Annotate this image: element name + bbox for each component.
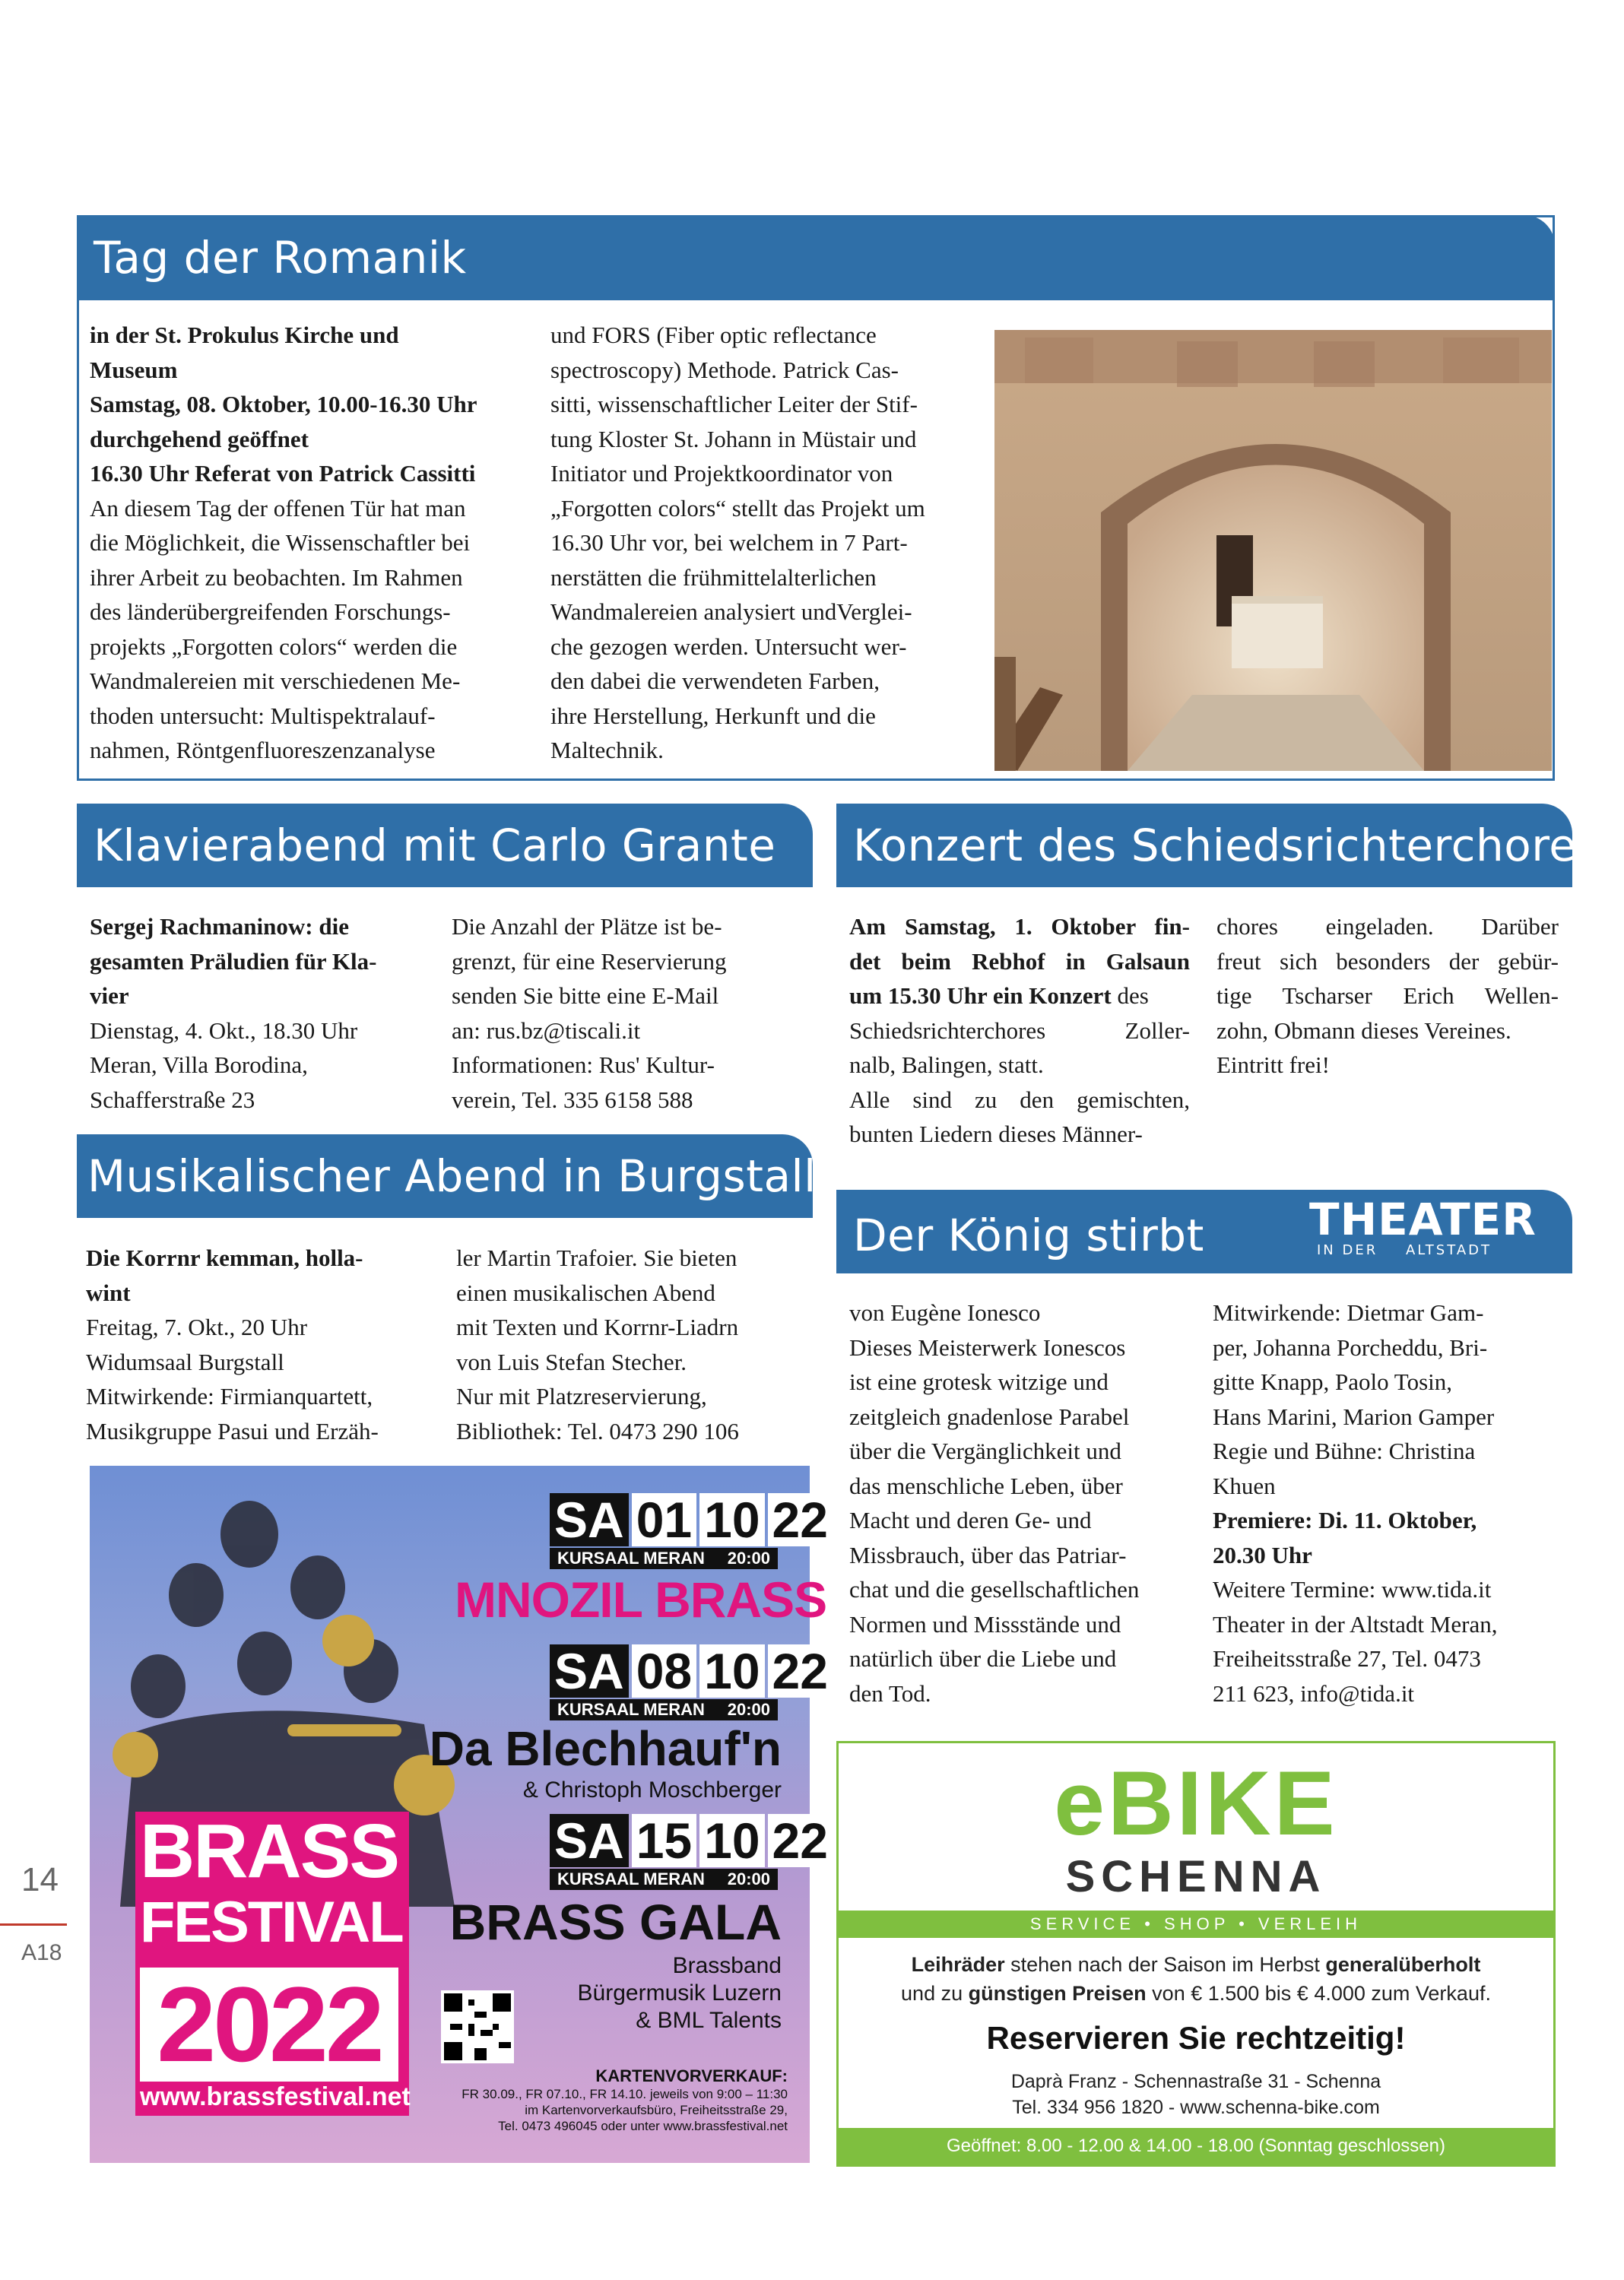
ebike-line2-a: und zu xyxy=(901,1982,969,2005)
theater-logo-main: THEATER xyxy=(1309,1194,1537,1245)
romanik-line: tung Kloster St. Johann in Müstair und xyxy=(550,425,917,452)
koenig-col2 xyxy=(1213,1295,1570,1711)
klavier-line: Meran, Villa Borodina, xyxy=(90,1051,308,1078)
vvk-title: KARTENVORVERKAUF: xyxy=(595,2066,788,2085)
romanik-line: Maltechnik. xyxy=(550,737,664,763)
konzert-line: Schiedsrichterchores Zoller- xyxy=(849,1016,1190,1044)
klavier-line: Informationen: Rus' Kultur- xyxy=(452,1051,715,1078)
romanik-line: An diesem Tag der offenen Tür hat man xyxy=(90,494,466,522)
romanik-col1 xyxy=(90,318,531,768)
romanik-col2 xyxy=(550,318,991,768)
koenig-line: den Tod. xyxy=(849,1679,931,1707)
event3-venue: KURSAAL MERAN xyxy=(557,1869,705,1888)
festival-website: www.brassfestival.net xyxy=(140,2082,411,2111)
klavier-col1 xyxy=(90,909,447,1117)
romanik-line: Museum xyxy=(90,356,178,383)
konzert-line: tige Tscharser Erich Wellen- xyxy=(1216,982,1559,1009)
ebike-cta: Reservieren Sie rechtzeitig! xyxy=(986,2020,1406,2056)
theater-logo-sub-right: ALTSTADT xyxy=(1405,1242,1492,1258)
klavier-line: Schafferstraße 23 xyxy=(90,1086,255,1113)
romanik-line: nahmen, Röntgenfluoreszenzanalyse xyxy=(90,737,436,763)
ebike-tagline-bar xyxy=(839,1911,1553,1938)
ebike-address: Daprà Franz - Schennastraße 31 - Schenna xyxy=(1010,2071,1381,2092)
romanik-line: sitti, wissenschaftlicher Leiter der Stif- xyxy=(550,391,918,417)
event1-time: 20:00 xyxy=(727,1549,770,1568)
qr-code xyxy=(441,1990,514,2063)
koenig-line: Khuen xyxy=(1213,1472,1276,1499)
koenig-line: per, Johanna Porcheddu, Bri- xyxy=(1213,1333,1488,1361)
event2-d: 08 xyxy=(632,1644,696,1698)
musikalisch-line: einen musikalischen Abend xyxy=(456,1279,715,1306)
festival-line2: FESTIVAL xyxy=(140,1890,403,1955)
ebike-offer xyxy=(839,1950,1553,2008)
ebike-tagline: SERVICE • SHOP • VERLEIH xyxy=(1029,1914,1362,1933)
romanik-line: Samstag, 08. Oktober, 10.00-16.30 Uhr xyxy=(90,391,477,417)
ebike-logo-top: eBIKE xyxy=(1054,1752,1338,1854)
ebike-line2-b: günstigen Preisen xyxy=(968,1982,1147,2005)
vvk-line: im Kartenvorverkaufsbüro, Freiheitsstraße 29, xyxy=(525,2103,788,2117)
event3-m: 10 xyxy=(699,1814,764,1867)
festival-line1: BRASS xyxy=(140,1809,399,1894)
musikalisch-line: Die Korrnr kemman, holla- xyxy=(86,1245,363,1271)
ebike-line2-c: von € 1.500 bis € 4.000 zum Verkauf. xyxy=(1146,1982,1491,2005)
brass-festival-poster xyxy=(90,1466,828,2163)
koenig-line: von Eugène Ionesco xyxy=(849,1299,1041,1326)
ebike-logo-bottom: SCHENNA xyxy=(1065,1852,1327,1901)
romanik-line: und FORS (Fiber optic reflectance xyxy=(550,322,877,348)
page-number: 14 xyxy=(21,1861,59,1898)
musikalisch-line: mit Texten und Korrnr-Liadrn xyxy=(456,1314,739,1340)
romanik-line: thoden untersucht: Multispektralauf- xyxy=(90,702,436,729)
theater-logo-sub-left: IN DER xyxy=(1317,1242,1378,1258)
koenig-title: Der König stirbt xyxy=(836,1190,1572,1273)
premiere-label: Premiere xyxy=(1213,1507,1305,1533)
klavier-line: grenzt, für eine Reservierung xyxy=(452,947,727,975)
romanik-line: Initiator und Projektkoordinator von xyxy=(550,460,893,487)
konzert-line: bunten Liedern dieses Männer- xyxy=(849,1121,1143,1147)
koenig-line: ist eine grotesk witzige und xyxy=(849,1368,1109,1395)
koenig-line: Dieses Meisterwerk Ionescos xyxy=(849,1333,1126,1361)
event3-sub: Brassband Bürgermusik Luzern & BML Talents xyxy=(577,1953,782,2033)
konzert-line: det beim Rebhof in Galsaun xyxy=(849,947,1190,975)
romanik-line: ihre Herstellung, Herkunft und die xyxy=(550,702,876,729)
koenig-premiere xyxy=(1213,1503,1570,1538)
konzert-line: Eintritt frei! xyxy=(1216,1051,1330,1078)
klavier-col2 xyxy=(452,909,809,1117)
romanik-line: in der St. Prokulus Kirche und xyxy=(90,322,399,348)
koenig-line: Regie und Bühne: Christina xyxy=(1213,1438,1476,1464)
event1-name: MNOZIL BRASS xyxy=(455,1571,827,1628)
koenig-premiere-time: 20.30 Uhr xyxy=(1213,1541,1312,1568)
event1-venue: KURSAAL MERAN xyxy=(557,1549,705,1568)
koenig-line: 211 623, info@tida.it xyxy=(1213,1679,1415,1707)
church-photo xyxy=(994,330,1552,771)
musikalisch-line: Mitwirkende: Firmianquartett, xyxy=(86,1383,373,1410)
vvk-info xyxy=(408,2086,788,2134)
romanik-line: den dabei die verwendeten Farben, xyxy=(550,668,880,694)
koenig-line: Hans Marini, Marion Gamper xyxy=(1213,1403,1495,1430)
romanik-line: Wandmalereien analysiert undVerglei- xyxy=(550,598,912,625)
romanik-line: che gezogen werden. Untersucht wer- xyxy=(550,633,907,660)
ebike-line1-b: stehen nach der Saison im Herbst xyxy=(1004,1953,1326,1976)
romanik-line: „Forgotten colors“ stellt das Projekt um xyxy=(550,494,925,522)
konzert-line: chores eingeladen. Darüber xyxy=(1216,913,1559,940)
koenig-line: Mitwirkende: Dietmar Gam- xyxy=(1213,1299,1484,1326)
event3-venue-bar xyxy=(550,1869,778,1890)
klavier-title: Klavierabend mit Carlo Grante xyxy=(77,804,813,887)
event2-sub: & Christoph Moschberger xyxy=(522,1777,782,1803)
page-code: A18 xyxy=(21,1940,62,1965)
musikalisch-col1 xyxy=(86,1241,451,1448)
vvk-line: Tel. 0473 496045 oder unter www.brassfestival.net xyxy=(498,2119,788,2133)
romanik-line: ihrer Arbeit zu beobachten. Im Rahmen xyxy=(90,563,463,591)
konzert-line: nalb, Balingen, statt. xyxy=(849,1051,1044,1078)
romanik-line: durchgehend geöffnet xyxy=(90,425,309,452)
musikalisch-title: Musikalischer Abend in Burgstall xyxy=(77,1134,813,1218)
koenig-line: chat und die gesellschaftlichen xyxy=(849,1576,1140,1603)
konzert-col2 xyxy=(1216,909,1559,1083)
klavier-line: senden Sie bitte eine E-Mail xyxy=(452,982,719,1009)
koenig-line: natürlich über die Liebe und xyxy=(849,1645,1117,1672)
event1-venue-bar xyxy=(550,1548,778,1569)
musikalisch-line: Bibliothek: Tel. 0473 290 106 xyxy=(456,1417,739,1444)
koenig-col1 xyxy=(849,1295,1207,1711)
event2-time: 20:00 xyxy=(727,1700,770,1719)
musikalisch-col2 xyxy=(456,1241,814,1448)
festival-year: 2022 xyxy=(140,1968,398,2082)
konzert-line: Am Samstag, 1. Oktober fin- xyxy=(849,913,1190,940)
event1-date xyxy=(550,1493,836,1546)
musikalisch-line: Freitag, 7. Okt., 20 Uhr xyxy=(86,1314,308,1340)
konzert-line: zohn, Obmann dieses Vereines. xyxy=(1216,1016,1511,1044)
musikalisch-line: von Luis Stefan Stecher. xyxy=(456,1348,687,1375)
ebike-hours: Geöffnet: 8.00 - 12.00 & 14.00 - 18.00 (Sonntag geschlossen) xyxy=(946,2136,1445,2156)
festival-title-block xyxy=(135,1809,411,2116)
premiere-value: : Di. 11. Oktober, xyxy=(1305,1507,1477,1533)
event1-m: 10 xyxy=(699,1493,764,1546)
koenig-line: zeitgleich gnadenlose Parabel xyxy=(849,1403,1130,1430)
koenig-line: Weitere Termine: www.tida.it xyxy=(1213,1576,1492,1603)
koenig-line: gitte Knapp, Paolo Tosin, xyxy=(1213,1368,1452,1395)
theater-logo xyxy=(1309,1194,1537,1265)
ebike-contact: Tel. 334 956 1820 - www.schenna-bike.com xyxy=(1012,2097,1380,2118)
konzert-line: freut sich besonders der gebür- xyxy=(1216,947,1559,975)
ebike-line1-a: Leihräder xyxy=(911,1953,1005,1976)
koenig-line: das menschliche Leben, über xyxy=(849,1472,1123,1499)
event3-day: SA xyxy=(550,1814,629,1867)
romanik-line: die Möglichkeit, die Wissenschaftler bei xyxy=(90,529,471,556)
konzert-col1 xyxy=(849,909,1190,1152)
koenig-line: über die Vergänglichkeit und xyxy=(849,1438,1121,1464)
koenig-line: Theater in der Altstadt Meran, xyxy=(1213,1610,1498,1638)
ebike-line1-c: generalüberholt xyxy=(1325,1953,1481,1976)
klavier-line: gesamten Präludien für Kla- xyxy=(90,947,377,975)
event1-d: 01 xyxy=(632,1493,696,1546)
romanik-line: spectroscopy) Methode. Patrick Cas- xyxy=(550,356,899,383)
event2-venue-bar xyxy=(550,1699,778,1720)
romanik-line: projekts „Forgotten colors“ werden die xyxy=(90,633,458,660)
klavier-line: verein, Tel. 335 6158 588 xyxy=(452,1086,693,1113)
klavier-line: an: rus.bz@tiscali.it xyxy=(452,1016,641,1044)
event2-m: 10 xyxy=(699,1644,764,1698)
event1-y: 22 xyxy=(768,1493,833,1546)
ebike-schenna-ad xyxy=(836,1741,1556,2167)
koenig-line: Normen und Missstände und xyxy=(849,1610,1121,1638)
romanik-line: nerstätten die frühmittelalterlichen xyxy=(550,563,877,591)
event3-d: 15 xyxy=(632,1814,696,1867)
romanik-title: Tag der Romanik xyxy=(77,215,1555,300)
event2-name: Da Blechhauf'n xyxy=(429,1721,782,1776)
konzert-title: Konzert des Schiedsrichterchores xyxy=(836,804,1572,887)
page-number-rule xyxy=(0,1923,67,1926)
event2-y: 22 xyxy=(768,1644,833,1698)
romanik-line: Wandmalereien mit verschiedenen Me- xyxy=(90,668,461,694)
ebike-hours-bar xyxy=(839,2128,1553,2164)
musikalisch-line: Musikgruppe Pasui und Erzäh- xyxy=(86,1417,379,1444)
konzert-line xyxy=(849,978,1190,1013)
konzert-bold-fragment: um 15.30 Uhr ein Konzert xyxy=(849,982,1112,1009)
musikalisch-line: ler Martin Trafoier. Sie bieten xyxy=(456,1245,737,1271)
event2-day: SA xyxy=(550,1644,629,1698)
event2-date xyxy=(550,1644,836,1698)
konzert-tail: des xyxy=(1111,982,1149,1009)
vvk-line: FR 30.09., FR 07.10., FR 14.10. jeweils von 9:00 – 11:30 xyxy=(462,2087,788,2101)
konzert-line: Alle sind zu den gemischten, xyxy=(849,1086,1190,1113)
musikalisch-line: Widumsaal Burgstall xyxy=(86,1348,284,1375)
romanik-line: des länderübergreifenden Forschungs- xyxy=(90,598,451,625)
event1-day: SA xyxy=(550,1493,629,1546)
musikalisch-line: wint xyxy=(86,1279,131,1306)
event3-date xyxy=(550,1814,836,1867)
event3-time: 20:00 xyxy=(727,1869,770,1888)
klavier-line: Dienstag, 4. Okt., 18.30 Uhr xyxy=(90,1016,358,1044)
event2-venue: KURSAAL MERAN xyxy=(557,1700,705,1719)
musikalisch-line: Nur mit Platzreservierung, xyxy=(456,1383,707,1410)
klavier-line: Sergej Rachmaninow: die xyxy=(90,913,349,940)
event3-y: 22 xyxy=(768,1814,833,1867)
klavier-line: Die Anzahl der Plätze ist be- xyxy=(452,913,722,940)
klavier-line: vier xyxy=(90,982,129,1009)
event3-name: BRASS GALA xyxy=(449,1894,782,1950)
koenig-line: Macht und deren Ge- und xyxy=(849,1507,1092,1533)
romanik-line: 16.30 Uhr Referat von Patrick Cassitti xyxy=(90,460,476,487)
koenig-line: Missbrauch, über das Patriar- xyxy=(849,1541,1127,1568)
romanik-line: 16.30 Uhr vor, bei welchem in 7 Part- xyxy=(550,529,908,556)
koenig-line: Freiheitsstraße 27, Tel. 0473 xyxy=(1213,1645,1481,1672)
